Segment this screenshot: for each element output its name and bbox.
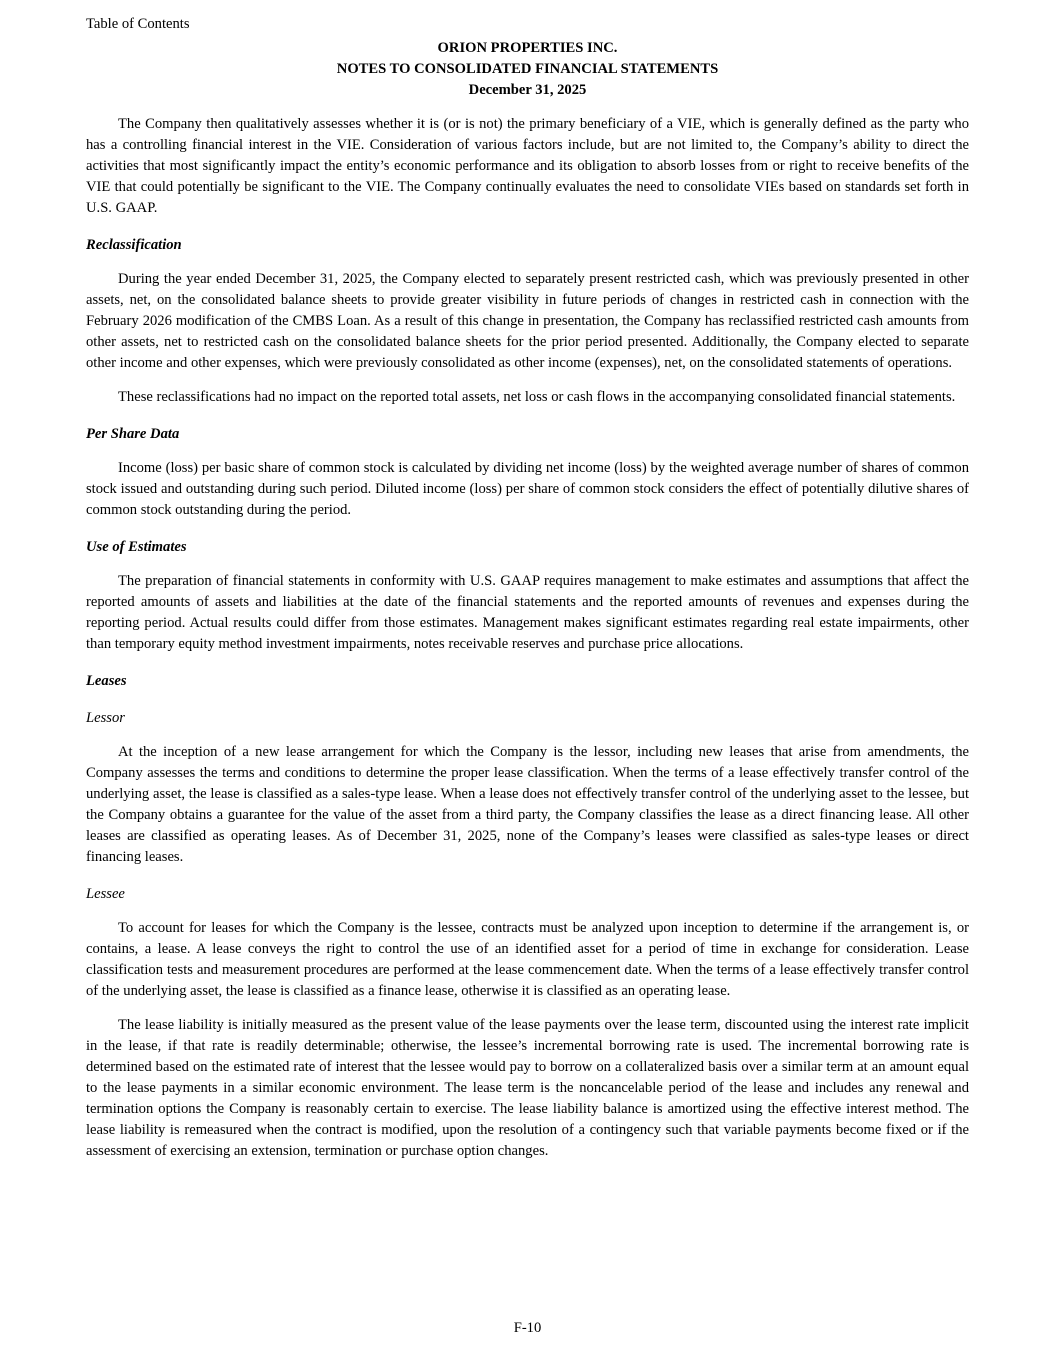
document-date: December 31, 2025 (468, 82, 587, 98)
paragraph-lessee-2: The lease liability is initially measured as the present value of the lease payments over the lease term, discounted using the interest rate implicit in the lease, if that rate is readily determinable; otherwise, the lessee’s incremental borrowing rate is used. The incremental borrowing rate is determined based on the estimated rate of interest that the lessee would pay to borrow on a collateralized basis over a similar term at an amount equal to the lease payments in a similar economic environment. The lease term is the noncancelable period of the lease and includes any renewal and termination options the Company is reasonably certain to exercise. The lease liability balance is amortized using the effective interest method. The lease liability is remeasured when the contract is modified, upon the resolution of a contingency such that variable payments become fixed or if the assessment of exercising an extension, termination or purchase option changes. (86, 1017, 969, 1159)
paragraph-reclassification-2: These reclassifications had no impact on the reported total assets, net loss or cash flows in the accompanying consolidated financial statements. (118, 389, 956, 405)
heading-leases: Leases (86, 673, 127, 689)
paragraph-use-of-estimates: The preparation of financial statements in conformity with U.S. GAAP requires management to make estimates and assumptions that affect the reported amounts of assets and liabilities at the date of the financial statements and the reported amounts of revenues and expenses during the reporting period. Actual results could differ from those estimates. Management makes significant estimates regarding real estate impairments, other than temporary equity method investment impairments, notes receivable reserves and purchase price allocations. (86, 573, 969, 652)
paragraph-lessor: At the inception of a new lease arrangement for which the Company is the lessor, including new leases that arise from amendments, the Company assesses the terms and conditions to determine the proper lease classification. When the terms of a lease effectively transfer control of the underlying asset, the lease is classified as a sales-type lease. When a lease does not effectively transfer control of the underlying asset to the lessee, but the Company obtains a guarantee for the value of the asset from a third party, the Company classifies the lease as a direct financing lease. All other leases are classified as operating leases. As of December 31, 2025, none of the Company’s leases were classified as sales-type leases or direct financing leases. (86, 744, 969, 865)
heading-reclassification: Reclassification (86, 237, 182, 253)
document-title: NOTES TO CONSOLIDATED FINANCIAL STATEMENTS (336, 61, 719, 77)
company-name: ORION PROPERTIES INC. (437, 40, 618, 56)
paragraph-lessee-1: To account for leases for which the Company is the lessee, contracts must be analyzed upon inception to determine if the arrangement is, or contains, a lease. A lease conveys the right to control the use of an identified asset for a period of time in exchange for consideration. Lease classification tests and measurement procedures are performed at the lease commencement date. When the terms of a lease effectively transfer control of the underlying asset, the lease is classified as a finance lease, otherwise it is classified as an operating lease. (86, 920, 969, 999)
heading-lessor: Lessor (86, 710, 125, 726)
heading-use-of-estimates: Use of Estimates (86, 539, 187, 555)
document-header (86, 38, 969, 101)
table-of-contents-link[interactable]: Table of Contents (86, 16, 190, 32)
page-number: F-10 (513, 1320, 542, 1336)
heading-per-share-data: Per Share Data (86, 426, 180, 442)
heading-lessee: Lessee (86, 886, 125, 902)
paragraph-per-share-data: Income (loss) per basic share of common stock is calculated by dividing net income (loss) by the weighted average number of shares of common stock issued and outstanding during such period. Diluted income (loss) per share of common stock considers the effect of potentially dilutive shares of common stock outstanding during the period. (86, 460, 969, 518)
paragraph-reclassification-1: During the year ended December 31, 2025, the Company elected to separately present restricted cash, which was previously presented in other assets, net, on the consolidated balance sheets to provide greater visibility in future periods of changes in restricted cash in connection with the February 2026 modification of the CMBS Loan. As a result of this change in presentation, the Company has reclassified restricted cash amounts from other assets, net to restricted cash on the consolidated balance sheets for the prior period presented. Additionally, the Company elected to separate other income and other expenses, which were previously consolidated as other income (expenses), net, on the consolidated statements of operations. (86, 271, 969, 371)
paragraph-vie-assessment: The Company then qualitatively assesses whether it is (or is not) the primary beneficiary of a VIE, which is generally defined as the party who has a controlling financial interest in the VIE. Consideration of various factors include, but are not limited to, the Company’s ability to direct the activities that most significantly impact the entity’s economic performance and its obligation to absorb losses from or right to receive benefits of the VIE that could potentially be significant to the VIE. The Company continually evaluates the need to consolidate VIEs based on standards set forth in U.S. GAAP. (86, 116, 969, 216)
